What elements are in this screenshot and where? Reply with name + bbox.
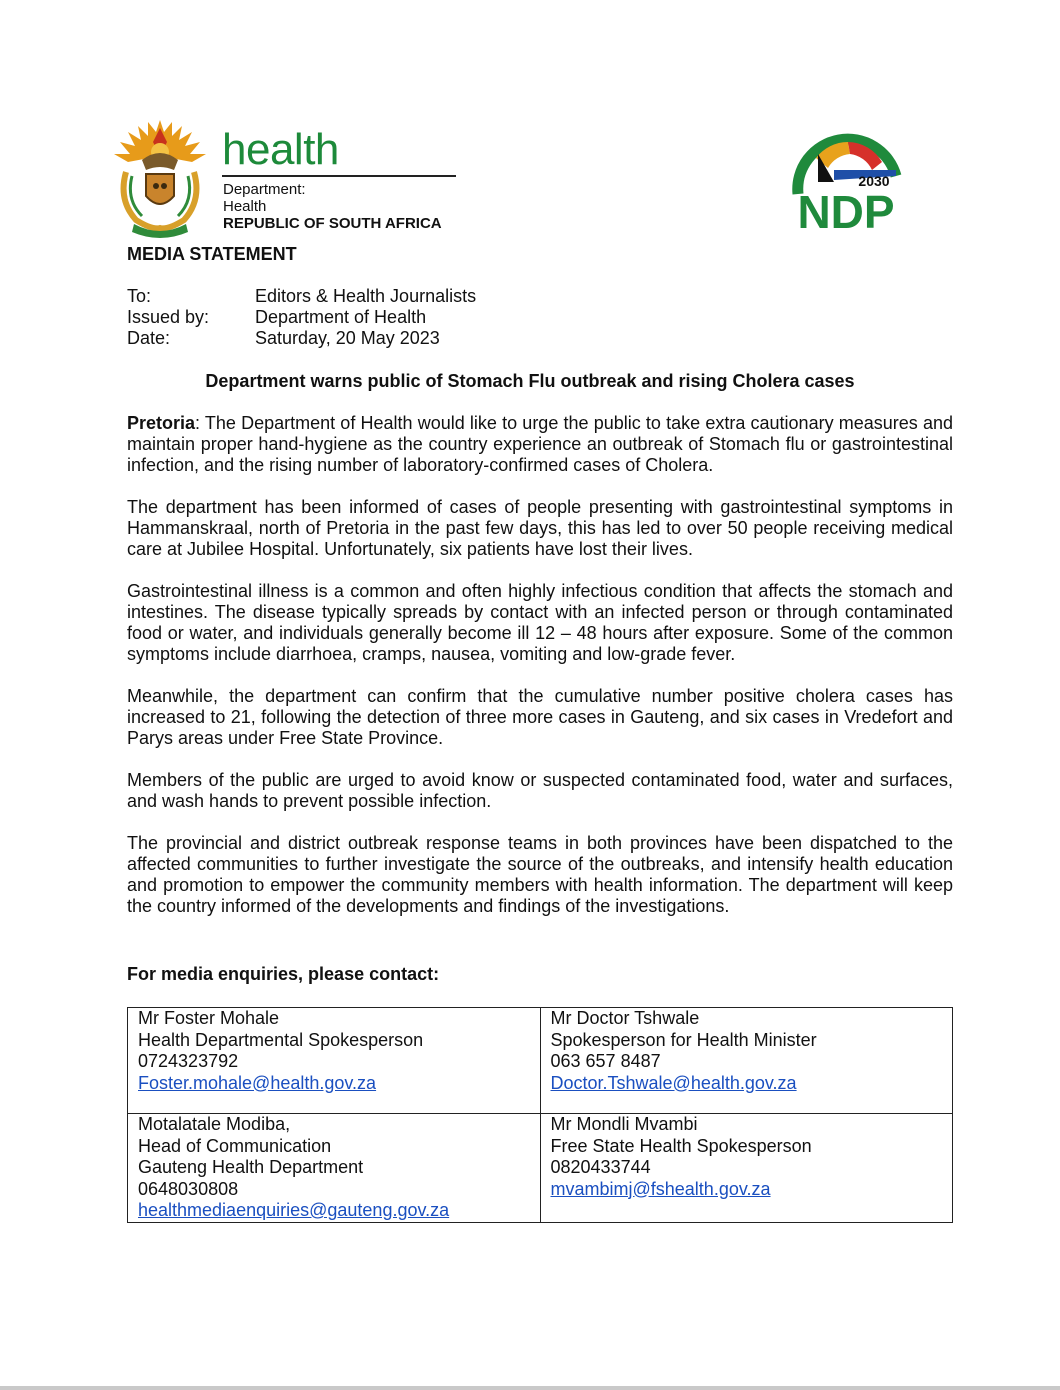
body-paragraph-5: Members of the public are urged to avoid know or suspected contaminated food, water and surfaces, and wash hands to prevent possible infection. bbox=[127, 770, 953, 811]
to-label: To: bbox=[127, 286, 152, 306]
contact-name: Motalatale Modiba, bbox=[138, 1114, 291, 1134]
date-label: Date: bbox=[127, 328, 171, 348]
body-paragraph-4: Meanwhile, the department can confirm that the cumulative number positive cholera cases has increased to 21, following the detection of three more cases in Gauteng, and six cases in Vredefort and Parys areas under Free State Province. bbox=[127, 686, 953, 748]
contact-phone: 0724323792 bbox=[138, 1051, 239, 1071]
contacts-row bbox=[128, 1114, 953, 1223]
document-type-heading: MEDIA STATEMENT bbox=[127, 244, 297, 264]
statement-body bbox=[127, 413, 953, 938]
contacts-table bbox=[127, 1007, 953, 1223]
contact-title: Head of Communication bbox=[138, 1135, 332, 1156]
meta-row-issued bbox=[127, 307, 476, 328]
contact-phone: 0648030808 bbox=[138, 1178, 239, 1199]
contact-name: Mr Mondli Mvambi bbox=[550, 1114, 698, 1134]
contact-name: Mr Foster Mohale bbox=[138, 1008, 280, 1028]
country-name: REPUBLIC OF SOUTH AFRICA bbox=[223, 215, 442, 232]
contact-organisation: Gauteng Health Department bbox=[138, 1157, 364, 1177]
body-paragraph-1 bbox=[127, 413, 953, 476]
statement-meta bbox=[127, 286, 476, 349]
body-paragraph-1-text: : The Department of Health would like to urge the public to take extra cautionary measures and maintain proper hand-hygiene as the country experience an outbreak of Stomach flu or gastrointestinal infection, and the rising number of laboratory-confirmed cases of Cholera. bbox=[127, 413, 953, 475]
ndp-year-text: 2030 bbox=[858, 173, 890, 189]
page-bottom-edge bbox=[0, 1386, 1060, 1390]
statement-headline: Department warns public of Stomach Flu outbreak and rising Cholera cases bbox=[205, 371, 855, 391]
contact-title: Health Departmental Spokesperson bbox=[138, 1029, 424, 1050]
department-block bbox=[223, 181, 442, 232]
contacts-row bbox=[128, 1008, 953, 1114]
contact-phone: 0820433744 bbox=[550, 1157, 651, 1177]
dateline: Pretoria bbox=[127, 413, 196, 433]
contact-name: Mr Doctor Tshwale bbox=[550, 1008, 700, 1028]
contact-email-link[interactable]: Doctor.Tshwale@health.gov.za bbox=[550, 1072, 797, 1093]
issued-by-value: Department of Health bbox=[255, 307, 427, 327]
brand-divider bbox=[222, 175, 456, 177]
brand-wordmark: health bbox=[222, 125, 339, 174]
contact-phone: 063 657 8487 bbox=[550, 1051, 661, 1071]
body-paragraph-6: The provincial and district outbreak response teams in both provinces have been dispatched to the affected communities to further investigate the source of the outbreaks, and intensify health education and promotion to empower the community members with health information. The department will keep the country informed of the developments and findings of the investigations. bbox=[127, 833, 953, 916]
body-paragraph-2: The department has been informed of cases of people presenting with gastrointestinal symptoms in Hammanskraal, north of Pretoria in the past few days, this has led to over 50 people receiving medical care at Jubilee Hospital. Unfortunately, six patients have lost their lives. bbox=[127, 497, 953, 559]
ndp-2030-logo bbox=[788, 124, 906, 234]
contact-card-foster-mohale bbox=[128, 1008, 541, 1114]
to-value: Editors & Health Journalists bbox=[255, 286, 477, 306]
issued-by-label: Issued by: bbox=[127, 307, 210, 327]
department-label: Department: bbox=[223, 181, 306, 198]
contact-card-mondli-mvambi bbox=[540, 1114, 953, 1223]
contact-card-doctor-tshwale bbox=[540, 1008, 953, 1114]
contact-email-link[interactable]: Foster.mohale@health.gov.za bbox=[138, 1072, 377, 1093]
department-name: Health bbox=[223, 198, 267, 215]
date-value: Saturday, 20 May 2023 bbox=[255, 328, 440, 348]
meta-row-to bbox=[127, 286, 476, 307]
contact-card-motalatale-modiba bbox=[128, 1114, 541, 1223]
body-paragraph-3: Gastrointestinal illness is a common and often highly infectious condition that affects the stomach and intestines. The disease typically spreads by contact with an infected person or through contaminated food or water, and individuals generally become ill 12 – 48 hours after exposure. Some of the common symptoms include diarrhoea, cramps, nausea, vomiting and low-grade fever. bbox=[127, 581, 953, 664]
enquiries-heading: For media enquiries, please contact: bbox=[127, 964, 440, 984]
meta-row-date bbox=[127, 328, 476, 349]
contact-email-link[interactable]: healthmediaenquiries@gauteng.gov.za bbox=[138, 1200, 450, 1220]
contact-email-link[interactable]: mvambimj@fshealth.gov.za bbox=[550, 1178, 771, 1199]
coat-of-arms-logo bbox=[112, 116, 208, 238]
ndp-text: NDP bbox=[797, 186, 895, 234]
contact-title: Spokesperson for Health Minister bbox=[550, 1029, 817, 1050]
contact-title: Free State Health Spokesperson bbox=[550, 1135, 812, 1156]
